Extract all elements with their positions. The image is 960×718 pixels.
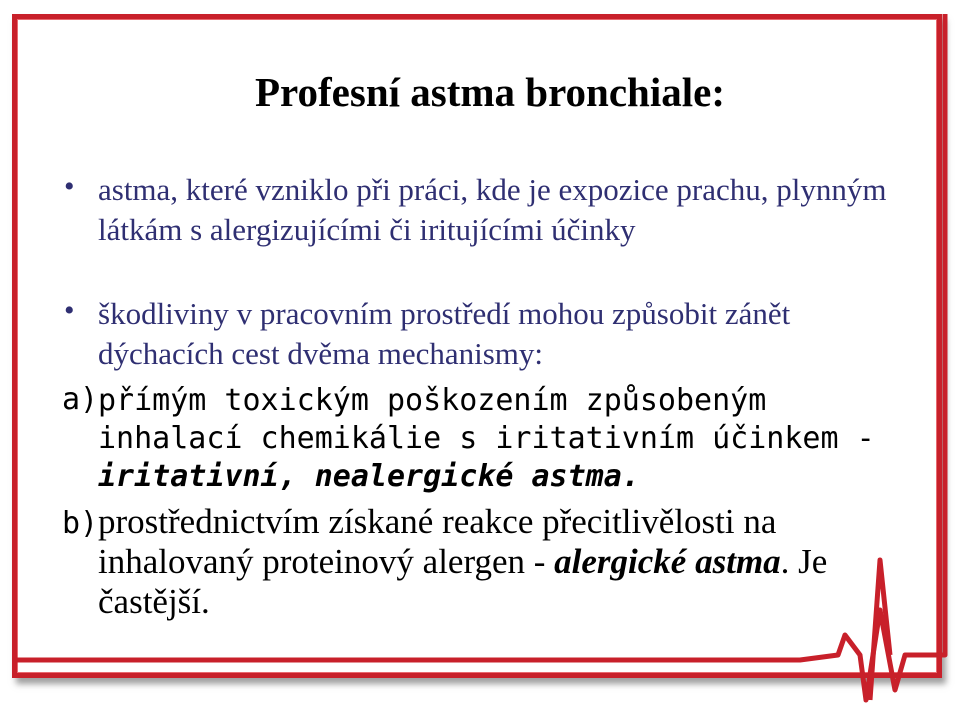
enum-label-a: a) (62, 382, 99, 417)
enum-item-a (98, 382, 928, 496)
enum-item-a-line2: inhalací chemikálie s iritativním účinkem - (98, 421, 875, 456)
enum-item-b (98, 502, 938, 622)
enum-label-b: b) (62, 506, 99, 541)
enum-item-a-italic: iritativní, nealergické astma. (98, 459, 640, 494)
bullet-item-2: škodliviny v pracovním prostředí mohou způsobit zánět dýchacích cest dvěma mechanismy: (98, 296, 791, 371)
enum-item-b-tail: . Je častější. (98, 542, 828, 621)
bullet-item-1: astma, které vzniklo při práci, kde je expozice prachu, plynným látkám s alergizujícími či iritujícími účinky (98, 172, 887, 247)
enum-item-a-line1: přímým toxickým poškozením způsobeným (98, 383, 767, 418)
enum-item-b-italic: alergické astma (554, 542, 781, 581)
page-title: Profesní astma bronchiale: (255, 69, 725, 115)
enum-item-b-text: prostřednictvím získané reakce přecitlivělosti na inhalovaný proteinový alergen - (98, 502, 777, 581)
bullet-icon: • (64, 294, 75, 327)
bullet-icon: • (64, 170, 75, 203)
